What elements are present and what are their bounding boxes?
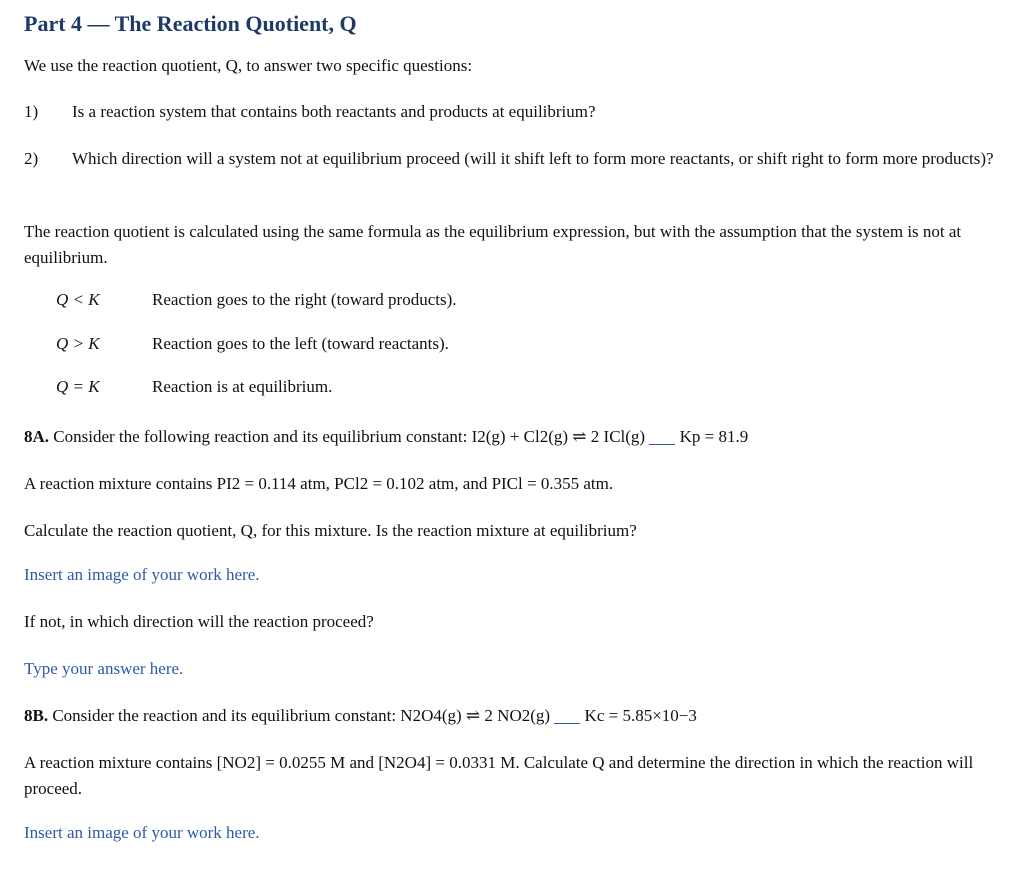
mixture-text: A reaction mixture contains [NO2] = 0.0255 M and [N2O4] = 0.0331 M. Calculate Q and determine the direction in which the reaction will proceed. (24, 753, 974, 798)
question-number: 2) (24, 149, 39, 168)
problem-label: 8A. (24, 427, 50, 446)
relation-expression: Q = K (56, 377, 100, 396)
intro-text: We use the reaction quotient, Q, to answer two specific questions: (24, 56, 473, 75)
problem-prompt: Consider the reaction and its equilibrium constant: (52, 706, 397, 725)
blank-underline (649, 444, 675, 445)
work-image-placeholder[interactable]: Insert an image of your work here. (24, 823, 260, 842)
answer-text-placeholder[interactable]: Type your answer here. (24, 659, 184, 678)
blank-underline (554, 723, 580, 724)
problem-label: 8B. (24, 706, 49, 725)
relation-expression: Q > K (56, 334, 100, 353)
question-text: Is a reaction system that contains both reactants and products at equilibrium? (72, 102, 596, 121)
question-text: Which direction will a system not at equilibrium proceed (will it shift left to form more reactants, or shift right to form more products)? (72, 149, 994, 168)
work-image-placeholder[interactable]: Insert an image of your work here. (24, 565, 260, 584)
mixture-text: A reaction mixture contains PI2 = 0.114 atm, PCl2 = 0.102 atm, and PICl = 0.355 atm. (24, 474, 614, 493)
explanation-paragraph: The reaction quotient is calculated using the same formula as the equilibrium expression, but with the assumption that the system is not at equilibrium. (24, 222, 962, 267)
problem-8b-header (24, 703, 697, 729)
question-number: 1) (24, 102, 39, 121)
question-text: Calculate the reaction quotient, Q, for this mixture. Is the reaction mixture at equilibrium? (24, 521, 637, 540)
relation-meaning: Reaction goes to the right (toward products). (152, 290, 457, 309)
reaction-equation: I2(g) + Cl2(g) ⇌ 2 ICl(g) (471, 427, 646, 446)
relation-meaning: Reaction is at equilibrium. (152, 377, 333, 396)
relation-expression: Q < K (56, 290, 100, 309)
problem-prompt: Consider the following reaction and its equilibrium constant: (53, 427, 468, 446)
equilibrium-constant: Kc = 5.85×10−3 (584, 706, 697, 725)
equilibrium-constant: Kp = 81.9 (679, 427, 749, 446)
followup-question: If not, in which direction will the reaction proceed? (24, 612, 374, 631)
reaction-equation: N2O4(g) ⇌ 2 NO2(g) (400, 706, 551, 725)
problem-8a-header (24, 424, 748, 450)
page-title: Part 4 — The Reaction Quotient, Q (24, 11, 357, 36)
relation-meaning: Reaction goes to the left (toward reactants). (152, 334, 449, 353)
